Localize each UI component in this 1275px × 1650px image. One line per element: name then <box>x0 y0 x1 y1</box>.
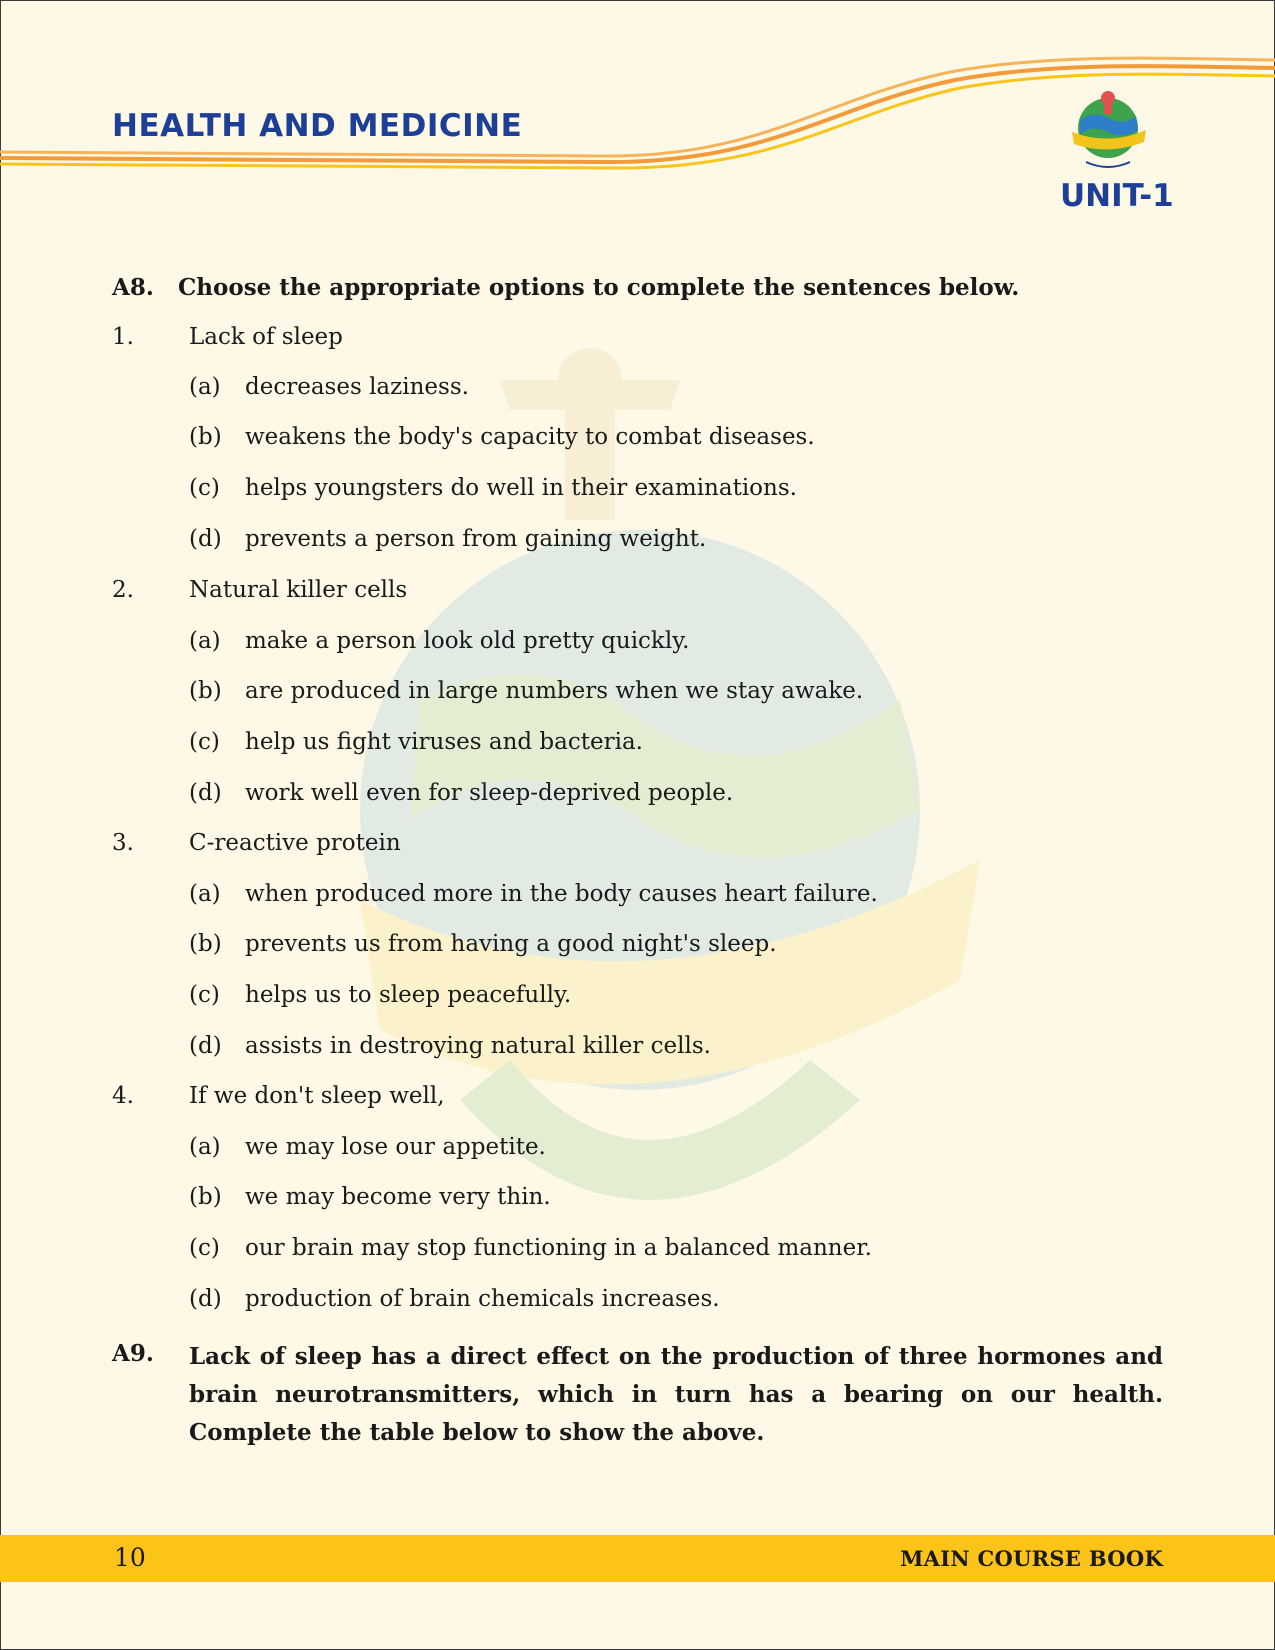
option-text: prevents us from having a good night's sleep. <box>245 931 777 957</box>
option-text: are produced in large numbers when we stay awake. <box>245 678 864 704</box>
question-number-a9: A9. <box>112 1340 154 1367</box>
option-letter: (b) <box>189 424 222 450</box>
option-letter: (c) <box>189 475 220 501</box>
section-title: HEALTH AND MEDICINE <box>112 108 523 144</box>
option-text: prevents a person from gaining weight. <box>245 526 707 552</box>
option-letter: (d) <box>189 1033 222 1059</box>
option-text: work well even for sleep-deprived people. <box>245 780 734 806</box>
question-instruction-a8: Choose the appropriate options to complete the sentences below. <box>178 274 1020 301</box>
option-text: make a person look old pretty quickly. <box>245 628 690 654</box>
question-number-a8: A8. <box>112 274 154 301</box>
option-letter: (b) <box>189 1184 222 1210</box>
option-letter: (c) <box>189 982 220 1008</box>
subquestion-stem: Lack of sleep <box>189 324 343 350</box>
option-text: helps us to sleep peacefully. <box>245 982 572 1008</box>
option-letter: (a) <box>189 374 221 400</box>
subquestion-stem: C-reactive protein <box>189 830 401 856</box>
option-letter: (c) <box>189 729 220 755</box>
question-text-a9: Lack of sleep has a direct effect on the production of three hormones and brain neurotransmitters, which in turn has a bearing on our health. Complete the table below to show the above. <box>189 1343 1163 1446</box>
option-letter: (b) <box>189 678 222 704</box>
option-text: we may become very thin. <box>245 1184 551 1210</box>
option-letter: (d) <box>189 1286 222 1312</box>
option-text: helps youngsters do well in their examinations. <box>245 475 797 501</box>
option-letter: (a) <box>189 881 221 907</box>
option-letter: (a) <box>189 628 221 654</box>
subquestion-number: 2. <box>112 577 134 603</box>
option-text: production of brain chemicals increases. <box>245 1286 720 1312</box>
book-title: MAIN COURSE BOOK <box>900 1546 1163 1571</box>
option-text: help us fight viruses and bacteria. <box>245 729 643 755</box>
option-letter: (d) <box>189 526 222 552</box>
subquestion-stem: If we don't sleep well, <box>189 1083 445 1109</box>
subquestion-number: 4. <box>112 1083 134 1109</box>
option-letter: (a) <box>189 1134 221 1160</box>
option-letter: (d) <box>189 780 222 806</box>
option-text: our brain may stop functioning in a balanced manner. <box>245 1235 872 1261</box>
page-number: 10 <box>114 1543 146 1572</box>
option-text: we may lose our appetite. <box>245 1134 546 1160</box>
option-text: weakens the body's capacity to combat diseases. <box>245 424 815 450</box>
unit-label: UNIT-1 <box>1060 178 1174 214</box>
subquestion-number: 3. <box>112 830 134 856</box>
option-letter: (b) <box>189 931 222 957</box>
cbse-globe-logo-icon <box>1064 80 1154 180</box>
option-text: decreases laziness. <box>245 374 469 400</box>
option-text: assists in destroying natural killer cells. <box>245 1033 711 1059</box>
subquestion-number: 1. <box>112 324 134 350</box>
option-letter: (c) <box>189 1235 220 1261</box>
subquestion-stem: Natural killer cells <box>189 577 408 603</box>
option-text: when produced more in the body causes heart failure. <box>245 881 878 907</box>
